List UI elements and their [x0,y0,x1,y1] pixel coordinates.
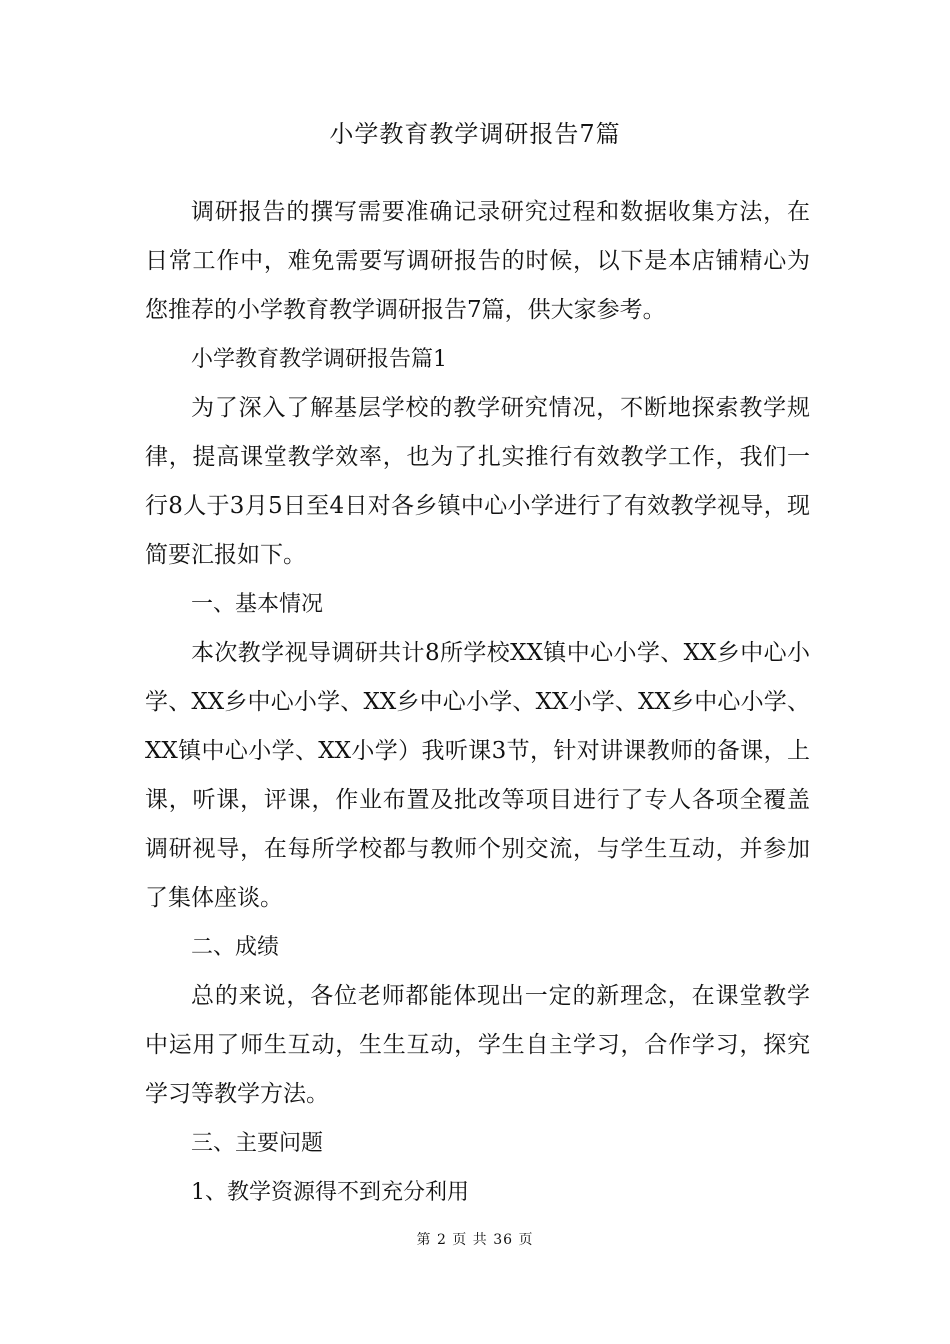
document-title: 小学教育教学调研报告7篇 [329,120,621,148]
section-heading-achievements: 二、成绩 [191,935,280,960]
achievements-paragraph: 总的来说，各位老师都能体现出一定的新理念，在课堂教学中运用了师生互动，生生互动，学生自主学习，合作学习，探究学习等教学方法。 [145,983,810,1107]
intro-paragraph: 调研报告的撰写需要准确记录研究过程和数据收集方法，在日常工作中，难免需要写调研报告的时候，以下是本店铺精心为您推荐的小学教育教学调研报告7篇，供大家参考。 [145,199,810,323]
section-heading-report-1: 小学教育教学调研报告篇1 [191,347,447,372]
report-1-paragraph: 为了深入了解基层学校的教学研究情况，不断地探索教学规律，提高课堂教学效率，也为了扎实推行有效教学工作，我们一行8人于3月5日至4日对各乡镇中心小学进行了有效教学视导，现简要汇报如下。 [145,395,810,568]
page-footer: 第 2 页 共 36 页 [416,1232,534,1248]
subsection-heading-resources: 1、教学资源得不到充分利用 [191,1180,469,1205]
section-heading-basic-situation: 一、基本情况 [191,592,324,617]
section-heading-main-problems: 三、主要问题 [191,1131,324,1156]
document-body [145,188,810,1217]
basic-situation-paragraph: 本次教学视导调研共计8所学校XX镇中心小学、XX乡中心小学、XX乡中心小学、XX乡中心小学、XX小学、XX乡中心小学、XX镇中心小学、XX小学）我听课3节，针对讲课教师的备课，上课，听课，评课，作业布置及批改等项目进行了专人各项全覆盖调研视导，在每所学校都与教师个别交流，与学生互动，并参加了集体座谈。 [145,640,810,911]
